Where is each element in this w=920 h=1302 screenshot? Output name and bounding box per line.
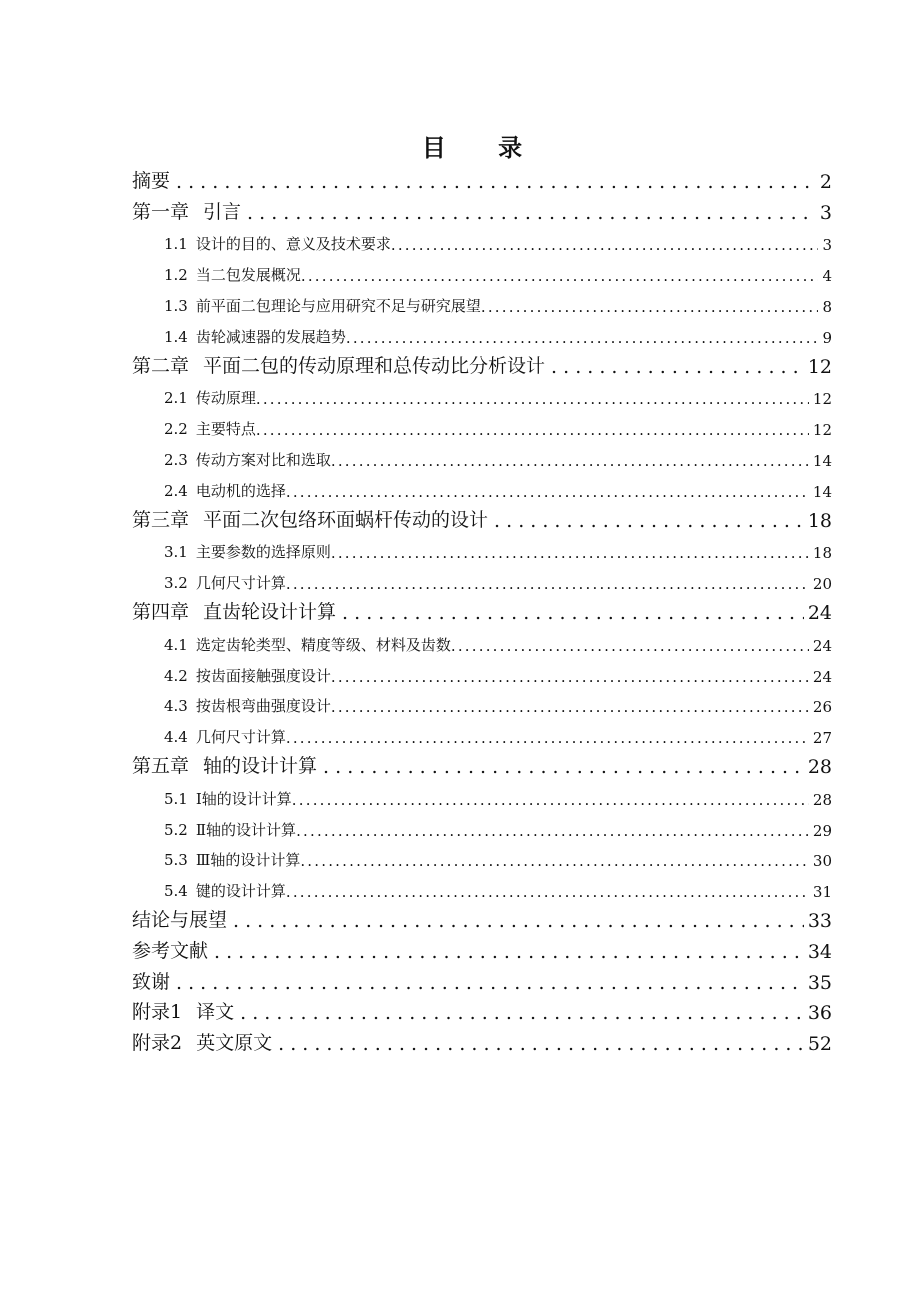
toc-chapter-row[interactable] (132, 1028, 832, 1059)
toc-dot-leader (301, 267, 819, 289)
toc-entry-number: 1.4 (164, 327, 188, 346)
toc-page-number: 34 (807, 940, 832, 963)
toc-entry-number: 第四章 (132, 600, 190, 623)
toc-entry-number: 2.4 (164, 481, 188, 500)
toc-page-number: 26 (812, 698, 832, 717)
toc-section-row[interactable] (132, 659, 832, 690)
toc-dot-leader (451, 637, 809, 659)
toc-page-number: 9 (822, 328, 832, 347)
toc-entry-number: 第五章 (132, 754, 190, 777)
toc-entry-label (164, 326, 346, 351)
toc-entry-label (164, 880, 286, 905)
toc-entry-text: 致谢 (132, 970, 171, 993)
toc-page-number: 30 (812, 852, 832, 871)
toc-entry-label (132, 1028, 272, 1059)
toc-page-number: 3 (819, 201, 832, 224)
toc-entry-label (164, 634, 451, 659)
toc-section-row[interactable] (132, 258, 832, 289)
toc-entry-label (132, 197, 241, 228)
toc-section-row[interactable] (132, 720, 832, 751)
toc-chapter-row[interactable] (132, 166, 832, 197)
toc-entry-label (132, 998, 234, 1029)
toc-section-row[interactable] (132, 412, 832, 443)
toc-section-row[interactable] (132, 320, 832, 351)
toc-entry-label (132, 505, 488, 536)
toc-entry-number: 3.2 (164, 574, 188, 593)
toc-entry-label (164, 480, 286, 505)
toc-entry-text: 按齿根弯曲强度设计 (195, 697, 331, 716)
toc-chapter-row[interactable] (132, 998, 832, 1029)
toc-entry-text: 摘要 (132, 169, 171, 192)
toc-entry-text: 几何尺寸计算 (195, 574, 286, 593)
toc-section-row[interactable] (132, 443, 832, 474)
toc-entry-number: 4.1 (164, 635, 188, 654)
toc-page-number: 8 (822, 297, 832, 316)
toc-entry-label (132, 936, 208, 967)
toc-dot-leader (247, 202, 816, 228)
toc-dot-leader (176, 972, 804, 998)
toc-dot-leader (300, 852, 809, 874)
toc-page-number: 4 (822, 267, 832, 286)
toc-entry-label (164, 665, 331, 690)
toc-entry-number: 3.1 (164, 543, 188, 562)
toc-entry-number: 第三章 (132, 508, 190, 531)
toc-entry-text: 传动原理 (195, 389, 256, 408)
toc-chapter-row[interactable] (132, 751, 832, 782)
toc-page-number: 36 (807, 1002, 832, 1025)
toc-page-number: 14 (812, 482, 832, 501)
toc-page-number: 14 (812, 451, 832, 470)
toc-entry-text: Ⅱ轴的设计计算 (195, 820, 297, 839)
toc-entry-label (164, 819, 296, 844)
toc-entry-label (132, 967, 170, 998)
toc-dot-leader (296, 822, 809, 844)
toc-chapter-row[interactable] (132, 967, 832, 998)
toc-entry-label (164, 387, 256, 412)
toc-page-number: 3 (822, 236, 832, 255)
toc-dot-leader (233, 910, 804, 936)
toc-entry-label (164, 449, 331, 474)
toc-entry-number: 第一章 (132, 200, 190, 223)
toc-section-row[interactable] (132, 874, 832, 905)
toc-entry-text: 参考文献 (132, 939, 209, 962)
toc-dot-leader (346, 329, 819, 351)
toc-page-number: 24 (812, 667, 832, 686)
toc-entry-number: 5.3 (164, 851, 188, 870)
toc-title: 目 录 (421, 133, 545, 162)
toc-entry-text: 当二包发展概况 (195, 266, 301, 285)
toc-dot-leader (286, 883, 809, 905)
toc-section-row[interactable] (132, 690, 832, 721)
toc-page-number: 24 (812, 636, 832, 655)
toc-entry-label (132, 351, 545, 382)
toc-dot-leader (331, 452, 809, 474)
toc-page-number: 18 (807, 509, 832, 532)
toc-page-number: 12 (812, 390, 832, 409)
toc-chapter-row[interactable] (132, 197, 832, 228)
toc-entry-label (164, 788, 292, 813)
toc-entry-text: 英文原文 (196, 1032, 273, 1055)
toc-entry-text: 引言 (203, 200, 242, 223)
toc-page-number: 24 (807, 601, 832, 624)
toc-section-row[interactable] (132, 566, 832, 597)
toc-entry-number: 附录2 (132, 1032, 183, 1055)
toc-entry-label (132, 905, 227, 936)
toc-entry-number: 1.2 (164, 266, 188, 285)
toc-entry-text: 按齿面接触强度设计 (195, 666, 331, 685)
toc-entry-label (132, 597, 336, 628)
toc-entry-number: 4.2 (164, 666, 188, 685)
toc-entry-number: 1.3 (164, 296, 188, 315)
toc-dot-leader (278, 1033, 804, 1059)
toc-entry-number: 2.3 (164, 450, 188, 469)
toc-section-row[interactable] (132, 536, 832, 567)
toc-entry-number: 5.4 (164, 882, 188, 901)
toc-entry-text: 选定齿轮类型、精度等级、材料及齿数 (195, 635, 451, 654)
table-of-contents (132, 166, 832, 1059)
toc-entry-text: 直齿轮设计计算 (203, 600, 337, 623)
toc-entry-label (164, 295, 481, 320)
toc-dot-leader (551, 356, 804, 382)
toc-entry-text: 设计的目的、意义及技术要求 (195, 235, 391, 254)
toc-entry-text: 主要参数的选择原则 (195, 543, 331, 562)
toc-dot-leader (256, 421, 809, 443)
toc-page-number: 35 (807, 971, 832, 994)
toc-section-row[interactable] (132, 782, 832, 813)
toc-chapter-row[interactable] (132, 597, 832, 628)
toc-entry-text: 结论与展望 (132, 908, 228, 931)
toc-entry-number: 4.3 (164, 697, 188, 716)
toc-entry-text: 电动机的选择 (195, 481, 286, 500)
toc-entry-number: 附录1 (132, 1001, 183, 1024)
toc-dot-leader (331, 668, 809, 690)
toc-page-number: 12 (807, 355, 832, 378)
toc-page-number: 31 (812, 883, 832, 902)
toc-page-number: 18 (812, 544, 832, 563)
toc-page-number: 28 (807, 755, 832, 778)
toc-chapter-row[interactable] (132, 351, 832, 382)
toc-entry-number: 2.2 (164, 420, 188, 439)
toc-dot-leader (323, 756, 804, 782)
toc-entry-text: 平面二包的传动原理和总传动比分析设计 (203, 354, 546, 377)
toc-dot-leader (286, 729, 809, 751)
toc-section-row[interactable] (132, 628, 832, 659)
toc-page-number: 33 (807, 909, 832, 932)
toc-page-number: 27 (812, 729, 832, 748)
toc-page-number: 20 (812, 575, 832, 594)
toc-dot-leader (176, 171, 816, 197)
toc-section-row[interactable] (132, 228, 832, 259)
toc-dot-leader (331, 544, 809, 566)
toc-entry-number: 1.1 (164, 235, 188, 254)
toc-entry-text: 译文 (196, 1001, 235, 1024)
toc-entry-label (164, 695, 331, 720)
toc-entry-label (132, 166, 170, 197)
toc-dot-leader (391, 236, 819, 258)
toc-entry-text: Ⅰ轴的设计计算 (195, 789, 292, 808)
toc-entry-text: 轴的设计计算 (203, 754, 318, 777)
toc-entry-label (132, 751, 317, 782)
toc-dot-leader (481, 298, 819, 320)
toc-entry-label (164, 418, 256, 443)
toc-entry-label (164, 264, 301, 289)
toc-entry-number: 第二章 (132, 354, 190, 377)
toc-entry-text: 键的设计计算 (195, 882, 286, 901)
toc-dot-leader (292, 791, 809, 813)
toc-chapter-row[interactable] (132, 936, 832, 967)
toc-entry-text: 齿轮减速器的发展趋势 (195, 327, 346, 346)
toc-entry-text: 几何尺寸计算 (195, 728, 286, 747)
toc-page-number: 52 (807, 1033, 832, 1056)
toc-page-number: 28 (812, 790, 832, 809)
toc-entry-label (164, 849, 300, 874)
toc-dot-leader (342, 602, 804, 628)
toc-entry-text: 主要特点 (195, 420, 256, 439)
toc-dot-leader (240, 1002, 804, 1028)
toc-dot-leader (256, 390, 809, 412)
toc-entry-text: 传动方案对比和选取 (195, 450, 331, 469)
toc-entry-number: 5.2 (164, 820, 188, 839)
toc-entry-label (164, 572, 286, 597)
toc-section-row[interactable] (132, 813, 832, 844)
toc-entry-number: 5.1 (164, 789, 188, 808)
toc-section-row[interactable] (132, 474, 832, 505)
toc-dot-leader (214, 941, 804, 967)
toc-dot-leader (494, 510, 804, 536)
toc-page-number: 2 (819, 170, 832, 193)
toc-entry-text: Ⅲ轴的设计计算 (195, 851, 301, 870)
toc-dot-leader (286, 483, 809, 505)
toc-entry-number: 2.1 (164, 389, 188, 408)
toc-section-row[interactable] (132, 382, 832, 413)
toc-entry-text: 前平面二包理论与应用研究不足与研究展望 (195, 296, 481, 315)
toc-dot-leader (331, 698, 809, 720)
toc-page-number: 12 (812, 421, 832, 440)
toc-section-row[interactable] (132, 289, 832, 320)
toc-section-row[interactable] (132, 844, 832, 875)
toc-chapter-row[interactable] (132, 505, 832, 536)
toc-entry-label (164, 726, 286, 751)
toc-entry-label (164, 541, 331, 566)
toc-entry-text: 平面二次包络环面蜗杆传动的设计 (203, 508, 489, 531)
toc-entry-number: 4.4 (164, 728, 188, 747)
toc-entry-label (164, 233, 391, 258)
toc-dot-leader (286, 575, 809, 597)
toc-chapter-row[interactable] (132, 905, 832, 936)
toc-page-number: 29 (812, 821, 832, 840)
